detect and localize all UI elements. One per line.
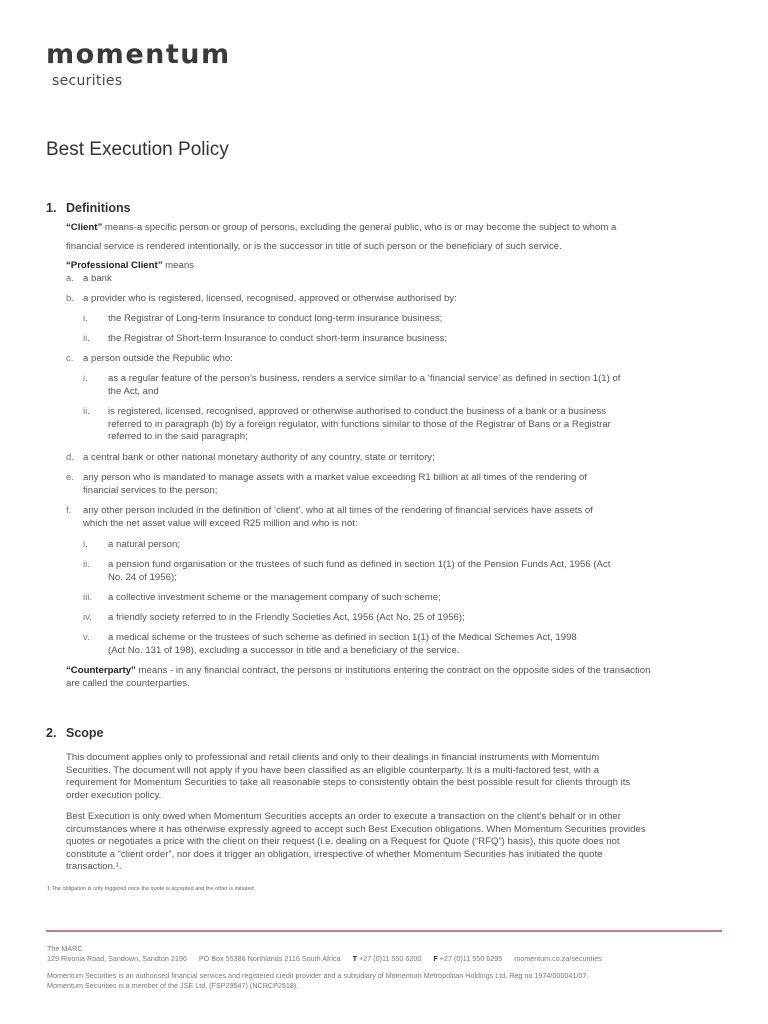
section-heading-definitions <box>46 201 131 215</box>
line: Securities. The document will not apply if you have been classified as an eligible counterparty. It is a multi-factored test, with a <box>66 764 599 776</box>
list-item-b-i: the Registrar of Long-term Insurance to conduct long-term insurance business; <box>108 313 443 324</box>
line: transaction.¹. <box>66 861 122 872</box>
page-title: Best Execution Policy <box>46 139 229 160</box>
list-marker: f. <box>66 505 72 516</box>
section-number: 2. <box>46 726 57 740</box>
list-marker: i. <box>83 313 88 324</box>
line: a medical scheme or the trustees of such scheme as defined in section 1(1) of the Medical Schemes Act, 1998 <box>108 632 577 643</box>
scope-paragraph-1 <box>66 752 630 802</box>
list-item-b-ii: the Registrar of Short-term Insurance to conduct short-term insurance business; <box>108 333 448 344</box>
line: requirement for Momentum Securities to take all reasonable steps to consistently obtain the best possible result for clients through its <box>66 777 631 788</box>
list-marker: i. <box>83 373 88 384</box>
line: as a regular feature of the person’s business, renders a service similar to a ‘financial service’ as defined in section 1(1) of <box>108 373 621 384</box>
term-counterparty: “Counterparty” <box>66 665 136 676</box>
line: (Act No. 131 of 198), excluding a successor in title and a beneficiary of the service. <box>108 644 460 656</box>
line: any other person included in the definition of ‘client’, who at all times of the rendering of financial services have assets of <box>83 505 593 516</box>
footer-divider <box>46 930 722 932</box>
logo-wordmark: momentum <box>46 39 231 70</box>
line: referred to in the said paragraph; <box>108 431 248 442</box>
footer-po-box: PO Box 55386 Northlands 2116 South Africa <box>198 954 341 963</box>
list-item-c: a person outside the Republic who: <box>83 353 233 364</box>
footer-tel: +27 (0)11 550 6200 <box>358 954 422 963</box>
line: are called the counterparties. <box>66 677 190 689</box>
term-client: “Client” <box>66 222 103 233</box>
line: This document applies only to professional and retail clients and only to their dealings in financial instruments with Momentum <box>66 752 600 763</box>
list-marker: ii. <box>83 559 90 570</box>
line: constitute a “client order”, nor does it trigger an obligation, irrespective of whether Momentum Securities has initiated the quote <box>66 848 603 860</box>
list-item-c-ii <box>108 406 611 444</box>
section-title: Scope <box>66 726 104 740</box>
list-marker: ii. <box>83 406 90 417</box>
list-item-f-iii: a collective investment scheme or the management company of such scheme; <box>108 592 441 603</box>
line: which the net asset value will exceed R25 million and who is not: <box>83 517 358 529</box>
list-item-e <box>83 472 587 497</box>
section-heading-scope <box>46 726 104 740</box>
tel-label: T <box>352 954 357 963</box>
line: any person who is mandated to manage assets with a market value exceeding R1 billion at all times of the rendering of <box>83 472 587 483</box>
line: circumstances where it has otherwise expressly agreed to accept such Best Execution obligations. When Momentum Securities provides <box>66 823 646 835</box>
list-item-a: a bank <box>83 273 112 284</box>
list-marker: e. <box>66 472 75 483</box>
line: Best Execution is only owed when Momentum Securities accepts an order to execute a transaction on the client’s behalf or in other <box>66 811 621 822</box>
counterparty-definition <box>66 665 650 690</box>
means-text: means <box>162 260 194 271</box>
line: financial services to the person; <box>83 484 218 496</box>
list-marker: v. <box>83 632 90 643</box>
list-marker: c. <box>66 353 74 364</box>
term-professional-client: “Professional Client” <box>66 260 163 271</box>
list-item-f-v <box>108 632 577 657</box>
list-item-c-i <box>108 373 620 398</box>
line: order execution policy. <box>66 789 162 801</box>
scope-paragraph-2 <box>66 811 646 874</box>
footer-legal-2: Momentum Securities is a member of the JSE Ltd. (FSP29547) (NCRCP2518). <box>47 981 299 990</box>
list-marker: ii. <box>83 333 90 344</box>
line: referred to in paragraph (b) by a foreign regulator, with functions similar to those of the Registrar of Bans or a Registrar <box>108 418 611 430</box>
list-marker: iii. <box>83 592 93 603</box>
list-marker: b. <box>66 293 75 304</box>
line: the Act, and <box>108 385 159 397</box>
list-item-f-i: a natural person; <box>108 539 180 550</box>
line: quotes or negotiates a price with the client on their request (i.e. dealing on a Request for Quote (“RFQ”) basis), this quote does not <box>66 836 620 847</box>
footer-fax: +27 (0)11 550 6295 <box>439 954 503 963</box>
list-item-d: a central bank or other national monetary authority of any country, state or territory; <box>83 452 435 463</box>
footnote: 1 The obligation is only triggered once the quote is accepted and the other is initiated. <box>47 886 256 892</box>
list-item-f-ii <box>108 559 610 584</box>
client-definition <box>66 222 616 235</box>
footer-address: 129 Rivonia Road, Sandown, Sandton 2196 <box>47 954 187 963</box>
list-marker: d. <box>66 452 75 463</box>
line: a pension fund organisation or the trustees of such fund as defined in section 1(1) of the Pension Funds Act, 1956 (Act <box>108 559 611 570</box>
fax-label: F <box>433 954 438 963</box>
footer-contact <box>47 954 602 963</box>
list-marker: i. <box>83 539 88 550</box>
list-item-f <box>83 505 593 530</box>
client-def-text: means-a specific person or group of persons, excluding the general public, who is or may become the subject to whom a <box>102 222 617 233</box>
list-item-b: a provider who is registered, licensed, recognised, approved or otherwise authorised by: <box>83 293 457 304</box>
counterparty-text: means - in any financial contract, the persons or institutions entering the contract on the opposite sides of the transaction <box>135 665 651 676</box>
footer-building: The MARC <box>47 944 83 953</box>
section-title: Definitions <box>66 201 131 215</box>
client-definition-cont: financial service is rendered intentionally, or is the successor in title of such person or the beneficiary of such service. <box>66 241 562 252</box>
line: is registered, licensed, recognised, approved or otherwise authorised to conduct the business of a bank or a business <box>108 406 607 417</box>
section-number: 1. <box>46 201 57 215</box>
list-marker: a. <box>66 273 75 284</box>
list-marker: iv. <box>83 612 92 623</box>
line: No. 24 of 1956); <box>108 571 177 583</box>
list-item-f-iv: a friendly society referred to in the Friendly Societies Act, 1956 (Act No. 25 of 1956); <box>108 612 465 623</box>
footer-website[interactable]: momentum.co.za/securities <box>514 954 602 963</box>
footer-legal-1: Momentum Securities is an authorised financial services and registered credit provider and a subsidiary of Momentum Metropolitan Holdings Ltd. Reg no 1974/000041/07. <box>47 971 589 980</box>
professional-client-definition <box>66 260 194 273</box>
logo-subtitle: securities <box>52 73 123 89</box>
